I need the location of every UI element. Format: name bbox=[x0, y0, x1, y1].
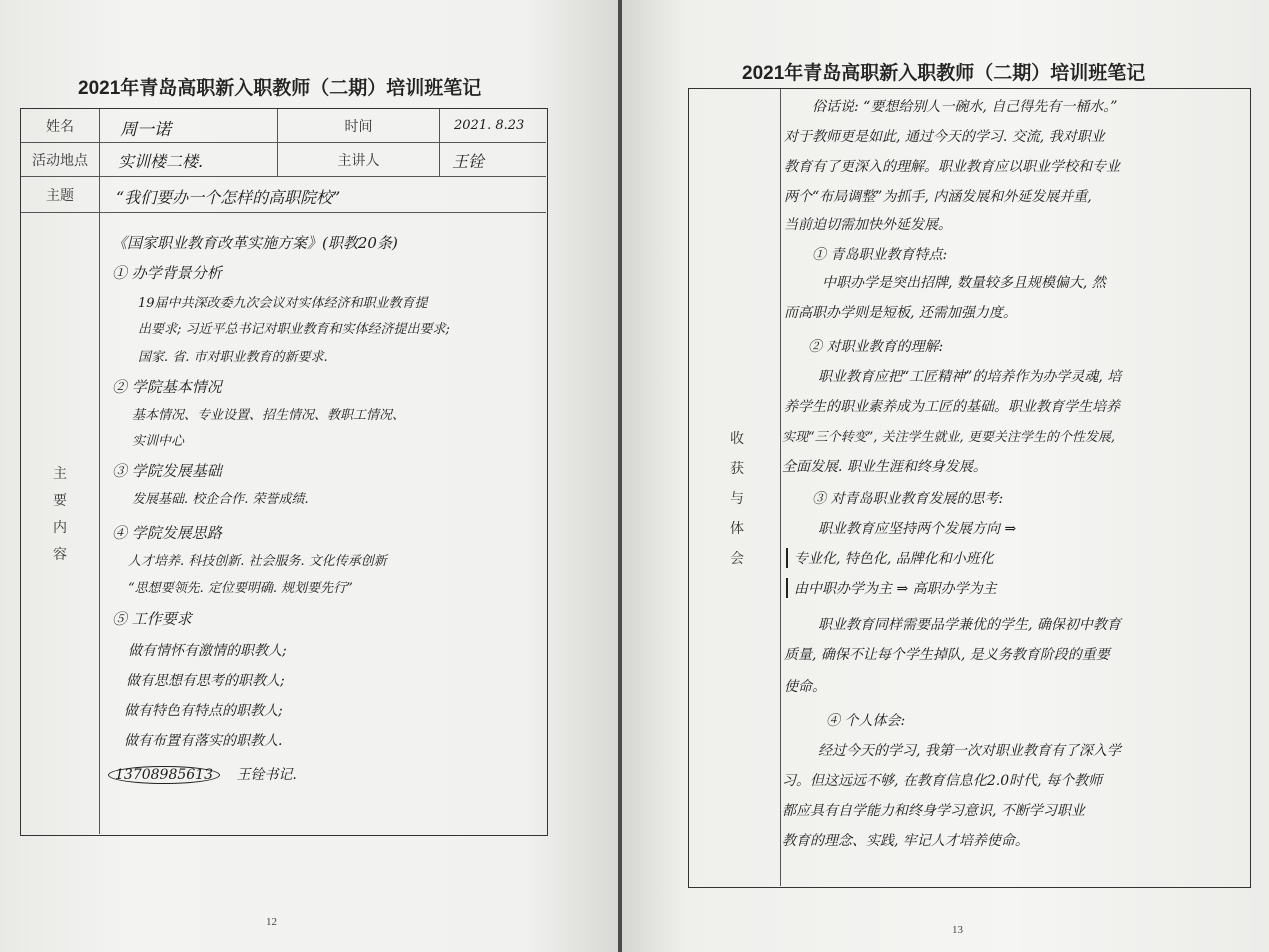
time-label: 时间 bbox=[278, 109, 440, 143]
reflection-line: ③ 对青岛职业教育发展的思考: bbox=[812, 491, 1004, 507]
reflection-line: 专业化, 特色化, 品牌化和小班化 bbox=[786, 548, 994, 568]
reflection-line: 经过今天的学习, 我第一次对职业教育有了深入学 bbox=[818, 743, 1121, 759]
place-value: 实训楼二楼. bbox=[100, 143, 278, 177]
content-line: ① 办学背景分析 bbox=[112, 264, 222, 282]
content-line: 发展基础. 校企合作. 荣誉成绩. bbox=[132, 492, 309, 507]
reflection-line: ① 青岛职业教育特点: bbox=[812, 247, 948, 263]
content-line: 国家. 省. 市对职业教育的新要求. bbox=[138, 350, 328, 365]
content-char: 容 bbox=[53, 548, 67, 563]
page-number-right: 13 bbox=[952, 924, 963, 936]
reflection-line: 质量, 确保不让每个学生掉队, 是义务教育阶段的重要 bbox=[784, 647, 1110, 663]
reflection-line: 职业教育同样需要品学兼优的学生, 确保初中教育 bbox=[818, 617, 1121, 633]
reflection-line: 养学生的职业素养成为工匠的基础。职业教育学生培养 bbox=[784, 399, 1120, 415]
reflection-line: 全面发展. 职业生涯和终身发展。 bbox=[782, 459, 987, 475]
content-line: “思想要领先. 定位要明确. 规划要先行” bbox=[128, 581, 353, 596]
speaker-value: 王铨 bbox=[440, 143, 546, 177]
content-line: 做有特色有特点的职教人; bbox=[124, 703, 283, 719]
content-line: 人才培养. 科技创新. 社会服务. 文化传承创新 bbox=[128, 554, 387, 569]
contact-line bbox=[108, 764, 297, 784]
content-line: ③ 学院发展基础 bbox=[112, 462, 222, 480]
reflection-line: 教育的理念、实践, 牢记人才培养使命。 bbox=[782, 833, 1029, 849]
content-label-cell bbox=[21, 213, 100, 834]
reflection-line: 对于教师更是如此, 通过今天的学习. 交流, 我对职业 bbox=[784, 129, 1105, 145]
name-value: 周一诺 bbox=[100, 109, 278, 143]
side-char: 收 bbox=[730, 432, 744, 447]
left-page bbox=[0, 0, 618, 952]
content-line: 19届中共深改委九次会议对实体经济和职业教育提 bbox=[138, 296, 428, 311]
content-line: ⑤ 工作要求 bbox=[112, 610, 192, 628]
topic-value: “我们要办一个怎样的高职院校” bbox=[100, 177, 546, 213]
reflection-line: 职业教育应把“工匠精神”的培养作为办学灵魂, 培 bbox=[818, 369, 1122, 385]
left-page-title: 2021年青岛高职新入职教师（二期）培训班笔记 bbox=[78, 78, 482, 99]
reflection-label-cell bbox=[689, 89, 781, 886]
circled-phone-number: 13708985613 bbox=[108, 766, 220, 784]
side-char: 与 bbox=[730, 492, 744, 507]
side-char: 体 bbox=[730, 522, 744, 537]
reflection-line: 两个“布局调整”为抓手, 内涵发展和外延发展并重, bbox=[784, 189, 1092, 205]
right-page-title: 2021年青岛高职新入职教师（二期）培训班笔记 bbox=[742, 63, 1146, 84]
content-char: 要 bbox=[53, 494, 67, 509]
reflection-line: 俗话说: “要想给别人一碗水, 自己得先有一桶水。” bbox=[812, 99, 1118, 115]
speaker-label: 主讲人 bbox=[278, 143, 440, 177]
content-char: 主 bbox=[53, 467, 67, 482]
content-line: 做有情怀有激情的职教人; bbox=[128, 643, 287, 659]
content-line: 基本情况、专业设置、招生情况、教职工情况、 bbox=[132, 408, 406, 423]
side-char: 会 bbox=[730, 552, 744, 567]
reflection-line: 都应具有自学能力和终身学习意识, 不断学习职业 bbox=[782, 803, 1085, 819]
right-page bbox=[622, 0, 1269, 952]
reflection-line: 实现“三个转变”, 关注学生就业, 更要关注学生的个性发展, bbox=[782, 430, 1115, 445]
reflection-line: 当前迫切需加快外延发展。 bbox=[784, 217, 952, 233]
reflection-line: 中职办学是突出招牌, 数量较多且规模偏大, 然 bbox=[822, 275, 1106, 291]
page-number-left: 12 bbox=[266, 916, 277, 928]
reflection-line: 由中职办学为主 ⇒ 高职办学为主 bbox=[786, 578, 997, 598]
reflection-line: 而高职办学则是短板, 还需加强力度。 bbox=[784, 305, 1017, 321]
reflection-line: 使命。 bbox=[784, 679, 826, 695]
content-char: 内 bbox=[53, 521, 67, 536]
reflection-line: 习。但这远远不够, 在教育信息化2.0时代, 每个教师 bbox=[782, 773, 1103, 789]
content-line: 实训中心 bbox=[132, 434, 185, 449]
topic-label: 主题 bbox=[21, 177, 100, 213]
content-line: 做有思想有思考的职教人; bbox=[126, 673, 285, 689]
side-char: 获 bbox=[730, 462, 744, 477]
content-line: 《国家职业教育改革实施方案》(职教20条) bbox=[112, 234, 398, 252]
reflection-line: 教育有了更深入的理解。职业教育应以职业学校和专业 bbox=[784, 159, 1120, 175]
place-label: 活动地点 bbox=[21, 143, 100, 177]
reflection-line: 职业教育应坚持两个发展方向 ⇒ bbox=[818, 521, 1017, 537]
phone-note: 王铨书记. bbox=[236, 767, 297, 783]
time-value: 2021. 8.23 bbox=[440, 109, 546, 143]
notes-form-table bbox=[20, 108, 548, 836]
content-line: ④ 学院发展思路 bbox=[112, 524, 222, 542]
name-label: 姓名 bbox=[21, 109, 100, 143]
content-line: ② 学院基本情况 bbox=[112, 378, 222, 396]
content-line: 做有布置有落实的职教人. bbox=[124, 733, 283, 749]
reflection-line: ④ 个人体会: bbox=[826, 713, 906, 729]
content-line: 出要求; 习近平总书记对职业教育和实体经济提出要求; bbox=[138, 322, 450, 337]
reflection-line: ② 对职业教育的理解: bbox=[808, 339, 944, 355]
